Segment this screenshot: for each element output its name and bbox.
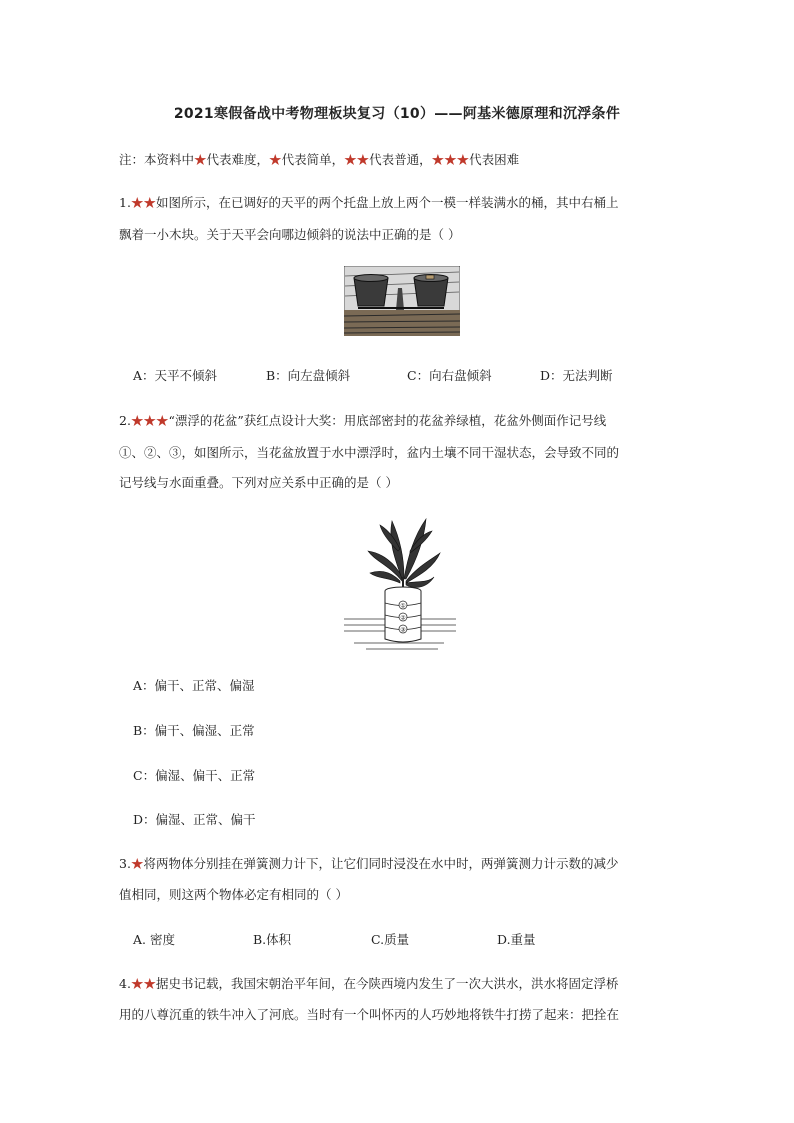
- option-d[interactable]: D：偏湿、正常、偏干: [133, 812, 256, 827]
- mark-label-2: ②: [400, 614, 406, 622]
- question-3-line-2: [119, 885, 348, 903]
- option-a[interactable]: A：天平不倾斜: [133, 368, 218, 383]
- question-3-line-1: [119, 854, 618, 872]
- option-c[interactable]: C：偏湿、偏干、正常: [133, 768, 256, 783]
- question-2-line-3: [119, 473, 398, 491]
- star-icon: ★: [194, 152, 207, 167]
- option-b[interactable]: B：向左盘倾斜: [266, 368, 351, 383]
- question-text: 如图所示，在已调好的天平的两个托盘上放上两个一模一样装满水的桶，其中右桶上: [155, 195, 619, 210]
- option-d[interactable]: D.重量: [497, 932, 536, 947]
- question-text: 值相同，则这两个物体必定有相同的（ ）: [119, 887, 348, 902]
- balance-figure: [344, 266, 460, 336]
- question-text: 将两物体分别挂在弹簧测力计下，让它们同时浸没在水中时，两弹簧测力计示数的减少: [143, 856, 619, 871]
- star-icon: ★: [269, 152, 282, 167]
- question-1-line-2: [119, 225, 460, 243]
- difficulty-stars: ★★★: [130, 413, 169, 428]
- question-2-line-2: [119, 443, 619, 461]
- note-prefix: 注：本资料中: [119, 152, 195, 167]
- note-text: 代表普通，: [369, 152, 432, 167]
- star-icon: ★★: [344, 152, 370, 167]
- question-1-line-1: [119, 193, 618, 211]
- difficulty-stars: ★★: [130, 195, 156, 210]
- note-text: 代表难度，: [206, 152, 270, 167]
- difficulty-note: [119, 150, 519, 168]
- option-c[interactable]: C：向右盘倾斜: [407, 368, 492, 383]
- option-b[interactable]: B.体积: [253, 932, 292, 947]
- flowerpot-figure: [340, 511, 460, 655]
- option-a[interactable]: A. 密度: [133, 932, 175, 947]
- difficulty-stars: ★★: [130, 976, 156, 991]
- question-text: 用的八尊沉重的铁牛冲入了河底。当时有一个叫怀丙的人巧妙地将铁牛打捞了起来：把拴在: [119, 1007, 620, 1022]
- question-number: 1.: [119, 195, 131, 210]
- question-4-line-2: [119, 1005, 619, 1023]
- option-a[interactable]: A：偏干、正常、偏湿: [133, 678, 255, 693]
- question-number: 2.: [119, 413, 131, 428]
- mark-label-1: ①: [400, 602, 406, 610]
- document-title: 2021寒假备战中考物理板块复习（10）——阿基米德原理和沉浮条件: [173, 106, 621, 122]
- question-2-line-1: [119, 411, 606, 429]
- mark-label-3: ③: [400, 626, 406, 634]
- option-c[interactable]: C.质量: [371, 932, 410, 947]
- question-text: ①、②、③，如图所示，当花盆放置于水中漂浮时，盆内土壤不同干湿状态，会导致不同的: [119, 445, 620, 460]
- question-text: 飘着一小木块。关于天平会向哪边倾斜的说法中正确的是（ ）: [119, 227, 461, 242]
- difficulty-stars: ★: [130, 856, 144, 871]
- question-number: 4.: [119, 976, 131, 991]
- question-number: 3.: [119, 856, 131, 871]
- option-d[interactable]: D：无法判断: [540, 368, 613, 383]
- note-text: 代表简单，: [281, 152, 345, 167]
- question-text: 记号线与水面重叠。下列对应关系中正确的是（ ）: [119, 475, 398, 490]
- question-text: “漂浮的花盆”获红点设计大奖：用底部密封的花盆养绿植，花盆外侧面作记号线: [168, 413, 607, 428]
- question-4-line-1: [119, 974, 618, 992]
- option-b[interactable]: B：偏干、偏湿、正常: [133, 723, 255, 738]
- star-icon: ★★★: [431, 152, 470, 167]
- question-text: 据史书记载，我国宋朝治平年间，在今陕西境内发生了一次大洪水，洪水将固定浮桥: [155, 976, 619, 991]
- note-text: 代表困难: [469, 152, 520, 167]
